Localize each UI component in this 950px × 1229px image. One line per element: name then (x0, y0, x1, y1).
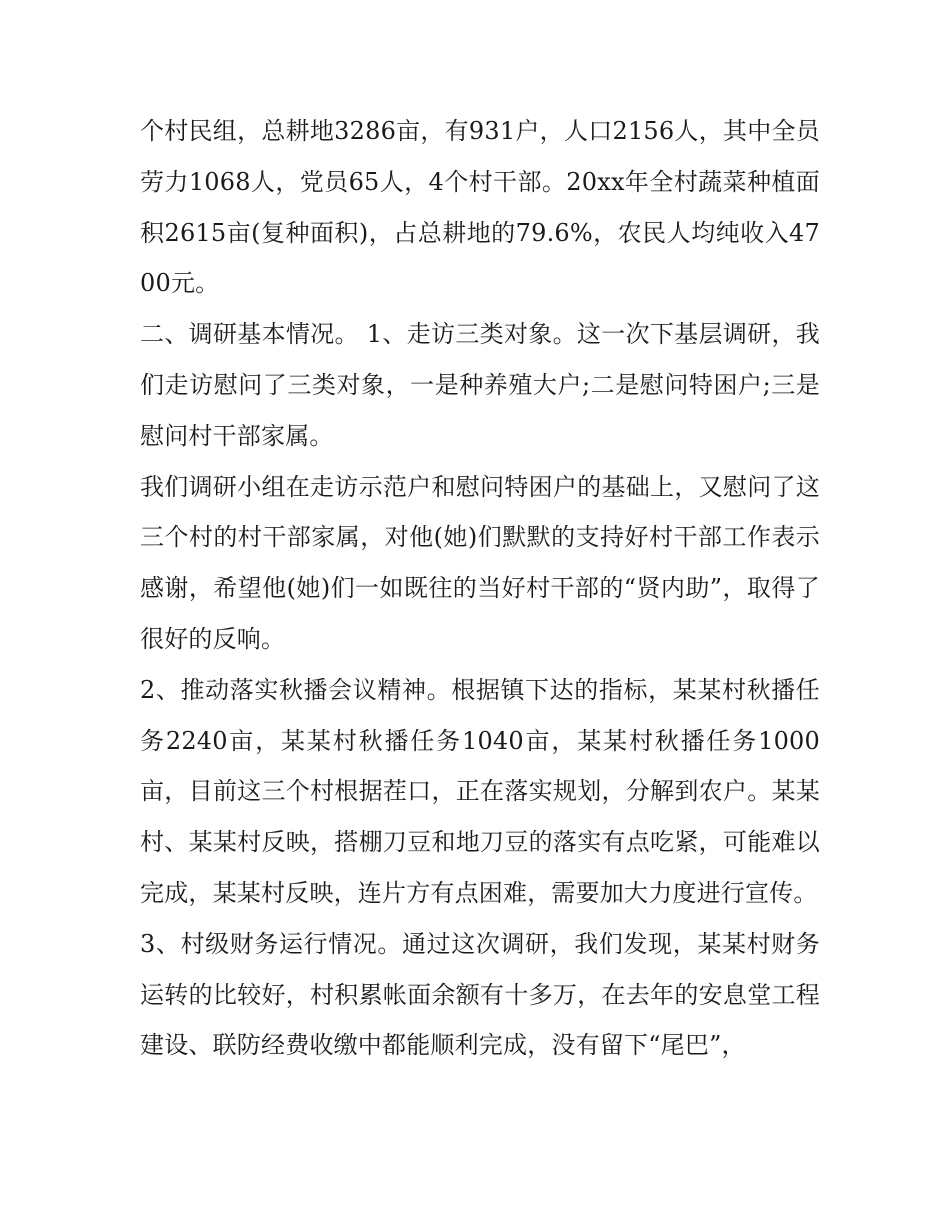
paragraph-village-overview: 个村民组，总耕地3286亩，有931户，人口2156人，其中全员劳力1068人，党员65人，4个村干部。20xx年全村蔬菜种植面积2615亩(复种面积)，占总耕地的79.6%，农民人均纯收入4700元。 (140, 117, 820, 298)
document-body (140, 106, 820, 1071)
paragraph-family-visits: 我们调研小组在走访示范户和慰问特困户的基础上，又慰问了这三个村的村干部家属，对他(她)们默默的支持好村干部工作表示感谢，希望他(她)们一如既往的当好村干部的“贤内助”，取得了很好的反响。 (140, 472, 820, 653)
paragraph-village-finance: 3、村级财务运行情况。通过这次调研，我们发现，某某村财务运转的比较好，村积累帐面余额有十多万，在去年的安息堂工程建设、联防经费收缴中都能顺利完成，没有留下“尾巴”， (140, 929, 820, 1060)
paragraph-autumn-sowing: 2、推动落实秋播会议精神。根据镇下达的指标，某某村秋播任务2240亩，某某村秋播任务1040亩，某某村秋播任务1000亩，目前这三个村根据茬口，正在落实规划，分解到农户。某某村、某某村反映，搭棚刀豆和地刀豆的落实有点吃紧，可能难以完成，某某村反映，连片方有点困难，需要加大力度进行宣传。 (140, 675, 820, 907)
paragraph-research-visits: 二、调研基本情况。 1、走访三类对象。这一次下基层调研，我们走访慰问了三类对象，一是种养殖大户;二是慰问特困户;三是慰问村干部家属。 (140, 320, 820, 450)
